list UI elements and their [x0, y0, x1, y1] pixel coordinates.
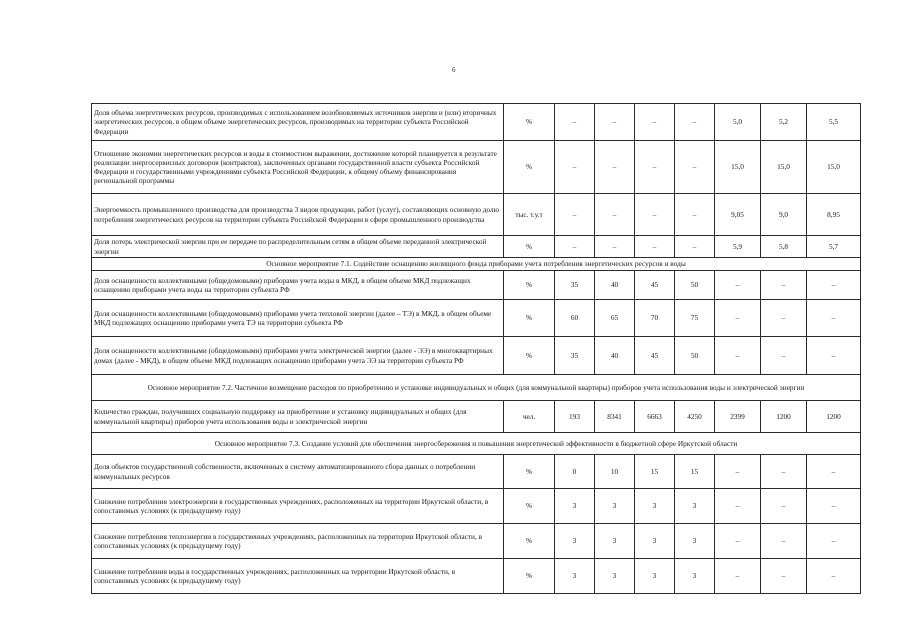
value-cell: 5,2: [761, 104, 807, 141]
value-cell: –: [761, 524, 807, 559]
value-cell: 75: [675, 300, 715, 337]
value-cell: 15,0: [807, 141, 861, 194]
unit-cell: %: [504, 559, 555, 594]
value-cell: 45: [635, 337, 675, 375]
value-cell: 65: [595, 300, 635, 337]
indicator-description: Количество граждан, получивших социальную поддержку на приобретение и установку индивидуальных и общих (для коммунальной квартиры) приборов учета использования воды и электрической энергии: [92, 401, 504, 433]
value-cell: 35: [555, 337, 595, 375]
value-cell: –: [635, 104, 675, 141]
value-cell: 8341: [595, 401, 635, 433]
value-cell: 40: [595, 271, 635, 300]
value-cell: 3: [635, 559, 675, 594]
value-cell: 3: [555, 559, 595, 594]
value-cell: 5,5: [807, 104, 861, 141]
value-cell: –: [761, 455, 807, 489]
value-cell: –: [807, 455, 861, 489]
value-cell: –: [761, 559, 807, 594]
unit-cell: %: [504, 300, 555, 337]
value-cell: –: [761, 489, 807, 524]
unit-cell: %: [504, 141, 555, 194]
table-row: [92, 455, 861, 489]
table-row: [92, 559, 861, 594]
value-cell: –: [595, 236, 635, 258]
value-cell: –: [595, 194, 635, 236]
table-row: [92, 104, 861, 141]
indicator-description: Доля оснащенности коллективными (общедомовыми) приборами учета электрической энергии (далее - ЭЭ) в многоквартирных домах (далее - МКД), в общем объеме МКД подлежащих оснащению приборами учета ЭЭ на территории субъекта РФ: [92, 337, 504, 375]
value-cell: –: [807, 489, 861, 524]
table-row: [92, 401, 861, 433]
value-cell: –: [675, 194, 715, 236]
page-number: 6: [452, 66, 456, 74]
unit-cell: %: [504, 524, 555, 559]
value-cell: –: [715, 559, 761, 594]
indicator-description: Отношение экономии энергетических ресурсов и воды в стоимостном выражении, достижение которой планируется в результате реализации энергосервисных договоров (контрактов), заключенных органами государственной власти субъекта Российской Федерации и государственными учреждениями субъекта Российской Федерации, к общему объему финансирования региональной программы: [92, 141, 504, 194]
table-row: [92, 194, 861, 236]
indicator-description: Энергоемкость промышленного производства для производства 3 видов продукции, работ (услуг), составляющих основную долю потребления энергетических ресурсов на территории субъекта Российской Федерации в сфере промышленного производства: [92, 194, 504, 236]
value-cell: –: [715, 337, 761, 375]
value-cell: 5,0: [715, 104, 761, 141]
value-cell: 15,0: [761, 141, 807, 194]
indicator-description: Доля объема энергетических ресурсов, производимых с использованием возобновляемых источников энергии и (или) вторичных энергетических ресурсов, в общем объеме энергетических ресурсов, производимых на территории субъекта Российской Федерации: [92, 104, 504, 141]
unit-cell: тыс. т.у.т: [504, 194, 555, 236]
unit-cell: чел.: [504, 401, 555, 433]
value-cell: 50: [675, 271, 715, 300]
value-cell: 5,7: [807, 236, 861, 258]
table-row: [92, 236, 861, 258]
value-cell: –: [761, 337, 807, 375]
value-cell: –: [715, 524, 761, 559]
value-cell: 10: [595, 455, 635, 489]
section-row: [92, 258, 861, 271]
value-cell: 2399: [715, 401, 761, 433]
table-row: [92, 271, 861, 300]
value-cell: 4250: [675, 401, 715, 433]
value-cell: 15,0: [715, 141, 761, 194]
table-row: [92, 300, 861, 337]
indicator-description: Доля потерь электрической энергии при ее передаче по распределительным сетям в общем объеме переданной электрической энергии: [92, 236, 504, 258]
unit-cell: %: [504, 271, 555, 300]
value-cell: –: [675, 141, 715, 194]
value-cell: –: [555, 141, 595, 194]
table-row: [92, 489, 861, 524]
section-heading: Основное мероприятие 7.1. Содействие оснащению жилищного фонда приборами учета потребления энергетических ресурсов и воды: [92, 258, 861, 271]
value-cell: –: [635, 236, 675, 258]
value-cell: –: [675, 236, 715, 258]
value-cell: –: [595, 104, 635, 141]
value-cell: 3: [595, 559, 635, 594]
indicator-description: Снижение потребления теплоэнергии в государственных учреждениях, расположенных на территории Иркутской области, в сопоставимых условиях (к предыдущему году): [92, 524, 504, 559]
value-cell: –: [555, 104, 595, 141]
value-cell: –: [807, 524, 861, 559]
indicator-description: Снижение потребления воды в государственных учреждениях, расположенных на территории Иркутской области, в сопоставимых условиях (к предыдущему году): [92, 559, 504, 594]
value-cell: 3: [675, 489, 715, 524]
value-cell: –: [807, 271, 861, 300]
value-cell: 5,9: [715, 236, 761, 258]
value-cell: 193: [555, 401, 595, 433]
value-cell: –: [807, 300, 861, 337]
section-heading: Основное мероприятие 7.3. Создание условий для обеспечения энергосбережения и повышения энергетической эффективности в бюджетной сфере Иркутской области: [92, 433, 861, 455]
value-cell: 6663: [635, 401, 675, 433]
value-cell: –: [715, 300, 761, 337]
value-cell: 15: [635, 455, 675, 489]
section-row: [92, 375, 861, 401]
unit-cell: %: [504, 104, 555, 141]
value-cell: 3: [555, 489, 595, 524]
value-cell: –: [761, 300, 807, 337]
value-cell: 9,05: [715, 194, 761, 236]
indicator-description: Доля оснащенности коллективными (общедомовыми) приборами учета тепловой энергии (далее – ТЭ) в МКД, в общем объеме МКД подлежащих оснащению приборами учета ТЭ на территории субъекта РФ: [92, 300, 504, 337]
value-cell: –: [635, 194, 675, 236]
value-cell: 70: [635, 300, 675, 337]
value-cell: 1200: [761, 401, 807, 433]
value-cell: 1200: [807, 401, 861, 433]
indicators-table: [91, 103, 861, 594]
value-cell: –: [761, 271, 807, 300]
value-cell: 50: [675, 337, 715, 375]
value-cell: 35: [555, 271, 595, 300]
value-cell: 3: [555, 524, 595, 559]
value-cell: 0: [555, 455, 595, 489]
value-cell: –: [635, 141, 675, 194]
unit-cell: %: [504, 489, 555, 524]
value-cell: 40: [595, 337, 635, 375]
unit-cell: %: [504, 236, 555, 258]
unit-cell: %: [504, 455, 555, 489]
value-cell: 60: [555, 300, 595, 337]
value-cell: –: [807, 559, 861, 594]
value-cell: –: [807, 337, 861, 375]
value-cell: –: [555, 236, 595, 258]
value-cell: –: [595, 141, 635, 194]
table-row: [92, 141, 861, 194]
value-cell: 3: [675, 524, 715, 559]
value-cell: 15: [675, 455, 715, 489]
value-cell: 45: [635, 271, 675, 300]
value-cell: –: [715, 455, 761, 489]
value-cell: –: [555, 194, 595, 236]
table-row: [92, 337, 861, 375]
section-row: [92, 433, 861, 455]
indicator-description: Снижение потребления электроэнергии в государственных учреждениях, расположенных на территории Иркутской области, в сопоставимых условиях (к предыдущему году): [92, 489, 504, 524]
table-row: [92, 524, 861, 559]
value-cell: 5,8: [761, 236, 807, 258]
indicator-description: Доля оснащенности коллективными (общедомовыми) приборами учета воды в МКД, в общем объеме МКД подлежащих оснащению приборами учета воды на территории субъекта РФ: [92, 271, 504, 300]
unit-cell: %: [504, 337, 555, 375]
value-cell: 3: [635, 524, 675, 559]
value-cell: 8,95: [807, 194, 861, 236]
section-heading: Основное мероприятие 7.2. Частичное возмещение расходов по приобретению и установке индивидуальных и общих (для коммунальной квартиры) приборов учета использования воды и электрической энергии: [92, 375, 861, 401]
value-cell: 3: [675, 559, 715, 594]
value-cell: 9,0: [761, 194, 807, 236]
value-cell: –: [675, 104, 715, 141]
value-cell: –: [715, 271, 761, 300]
value-cell: 3: [635, 489, 675, 524]
indicator-description: Доля объектов государственной собственности, включенных в систему автоматизированного сбора данных о потреблении коммунальных ресурсов: [92, 455, 504, 489]
value-cell: –: [715, 489, 761, 524]
value-cell: 3: [595, 489, 635, 524]
value-cell: 3: [595, 524, 635, 559]
